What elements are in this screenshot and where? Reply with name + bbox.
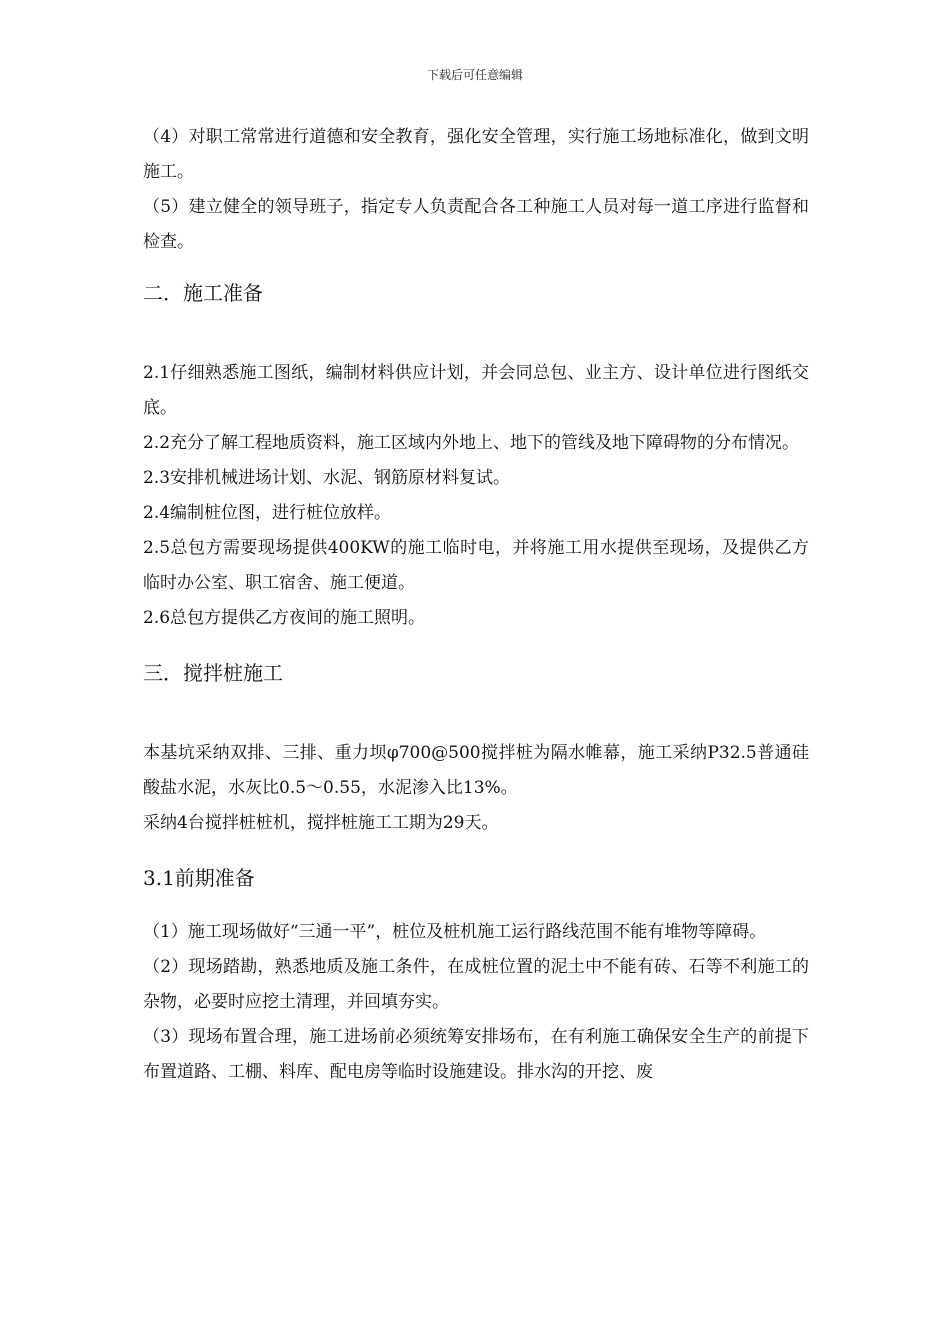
paragraph-3-intro: 本基坑采纳双排、三排、重力坝φ700@500搅拌桩为隔水帷幕，施工采纳P32.5普通硅酸盐水泥，水灰比0.5～0.55，水泥渗入比13%。	[143, 743, 809, 798]
paragraph-2-2: 2.2充分了解工程地质资料，施工区域内外地上、地下的管线及地下障碍物的分布情况。	[143, 433, 800, 453]
paragraph-2-1: 2.1仔细熟悉施工图纸，编制材料供应计划，并会同总包、业主方、设计单位进行图纸交底。	[143, 363, 809, 418]
section-3-1-heading: 3.1前期准备	[143, 866, 255, 890]
document-body	[143, 120, 809, 1090]
section-2-list	[143, 356, 809, 636]
paragraph-item-5: （5）建立健全的领导班子，指定专人负责配合各工种施工人员对每一道工序进行监督和检查。	[143, 197, 809, 252]
paragraph-3-machines: 采纳4台搅拌桩桩机，搅拌桩施工工期为29天。	[143, 813, 499, 833]
paragraph-item-4: （4）对职工常常进行道德和安全教育，强化安全管理，实行施工场地标准化，做到文明施工。	[143, 127, 809, 182]
section-3-list	[143, 736, 809, 841]
section-2-heading: 二．施工准备	[143, 281, 263, 305]
section-3-1-list	[143, 915, 809, 1090]
paragraph-2-4: 2.4编制桩位图，进行桩位放样。	[143, 503, 392, 523]
section-3-heading: 三．搅拌桩施工	[143, 661, 283, 685]
paragraph-3-1-1: （1）施工现场做好“三通一平”，桩位及桩机施工运行路线范围不能有堆物等障碍。	[143, 922, 767, 942]
page-header: 下载后可任意编辑	[426, 68, 523, 82]
paragraph-2-5: 2.5总包方需要现场提供400KW的施工临时电，并将施工用水提供至现场，及提供乙方临时办公室、职工宿舍、施工便道。	[143, 538, 809, 593]
paragraph-3-1-2: （2）现场踏勘，熟悉地质及施工条件，在成桩位置的泥土中不能有砖、石等不利施工的杂物，必要时应挖土清理，并回填夯实。	[143, 957, 809, 1012]
paragraph-2-6: 2.6总包方提供乙方夜间的施工照明。	[143, 608, 426, 628]
paragraph-3-1-3: （3）现场布置合理，施工进场前必须统筹安排场布，在有利施工确保安全生产的前提下布置道路、工棚、料库、配电房等临时设施建设。排水沟的开挖、废	[143, 1027, 809, 1082]
paragraph-2-3: 2.3安排机械进场计划、水泥、钢筋原材料复试。	[143, 468, 511, 488]
